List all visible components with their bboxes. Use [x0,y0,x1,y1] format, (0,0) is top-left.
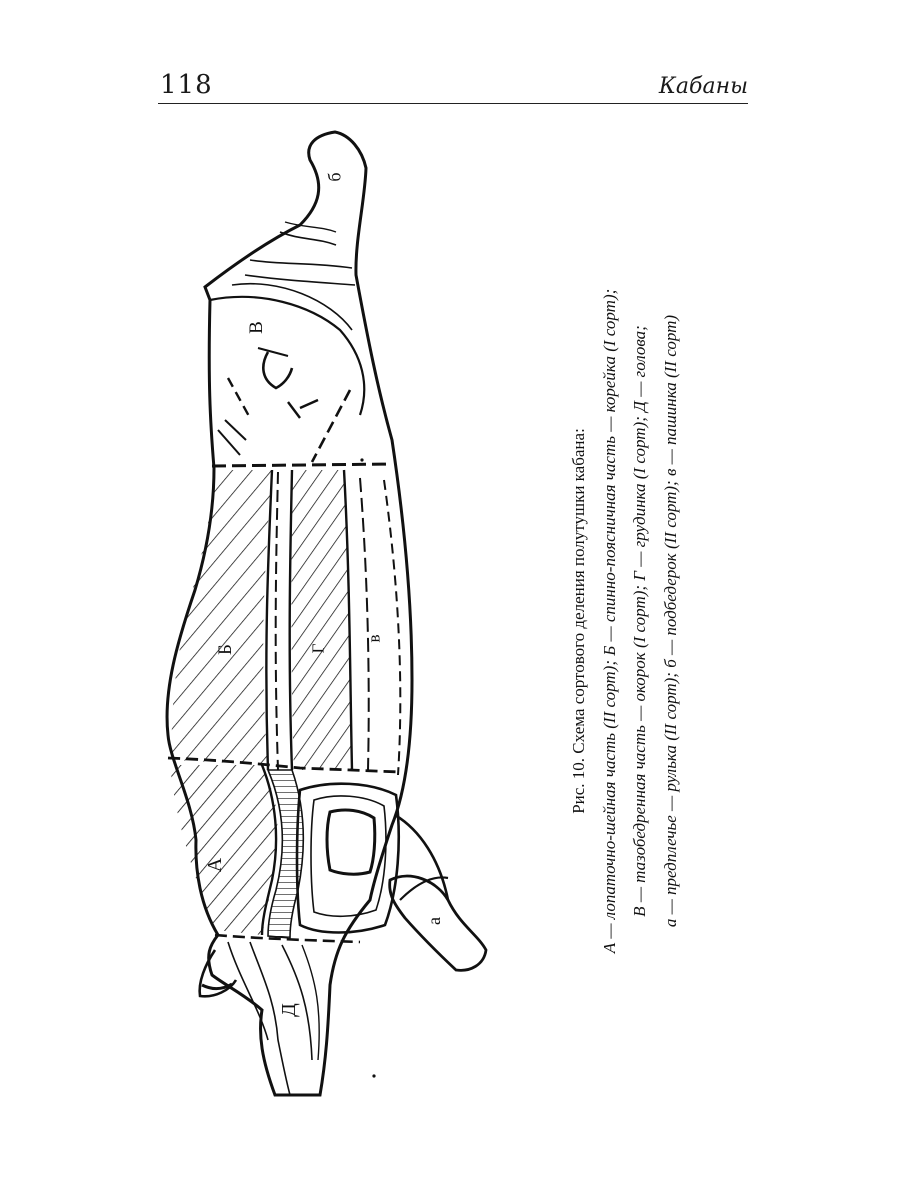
label-a: а [424,917,444,925]
label-G: Г [308,643,328,654]
caption-line-1: А — лопаточно-шейная часть (II сорт); Б — спинно-поясничная часть — корейка (I сорт); [599,288,619,954]
page-number: 118 [160,70,213,100]
label-v: в [364,634,384,643]
caption-title: Рис. 10. Схема сортового деления полутушки кабана: [569,428,588,814]
label-D: Д [277,1003,300,1017]
label-B: Б [214,644,236,655]
caption-line-3: а — предплечье — рулька (II сорт); б — подбедерок (II сорт); в — пашинка (II сорт) [660,314,680,928]
running-head: Кабаны [658,74,748,99]
label-V: В [245,321,267,334]
label-A: А [204,857,227,873]
caption-line-2: В — тазобедренная часть — окорок (I сорт); Г — грудинка (I сорт); Д — голова; [630,325,649,917]
label-b: б [324,172,345,182]
